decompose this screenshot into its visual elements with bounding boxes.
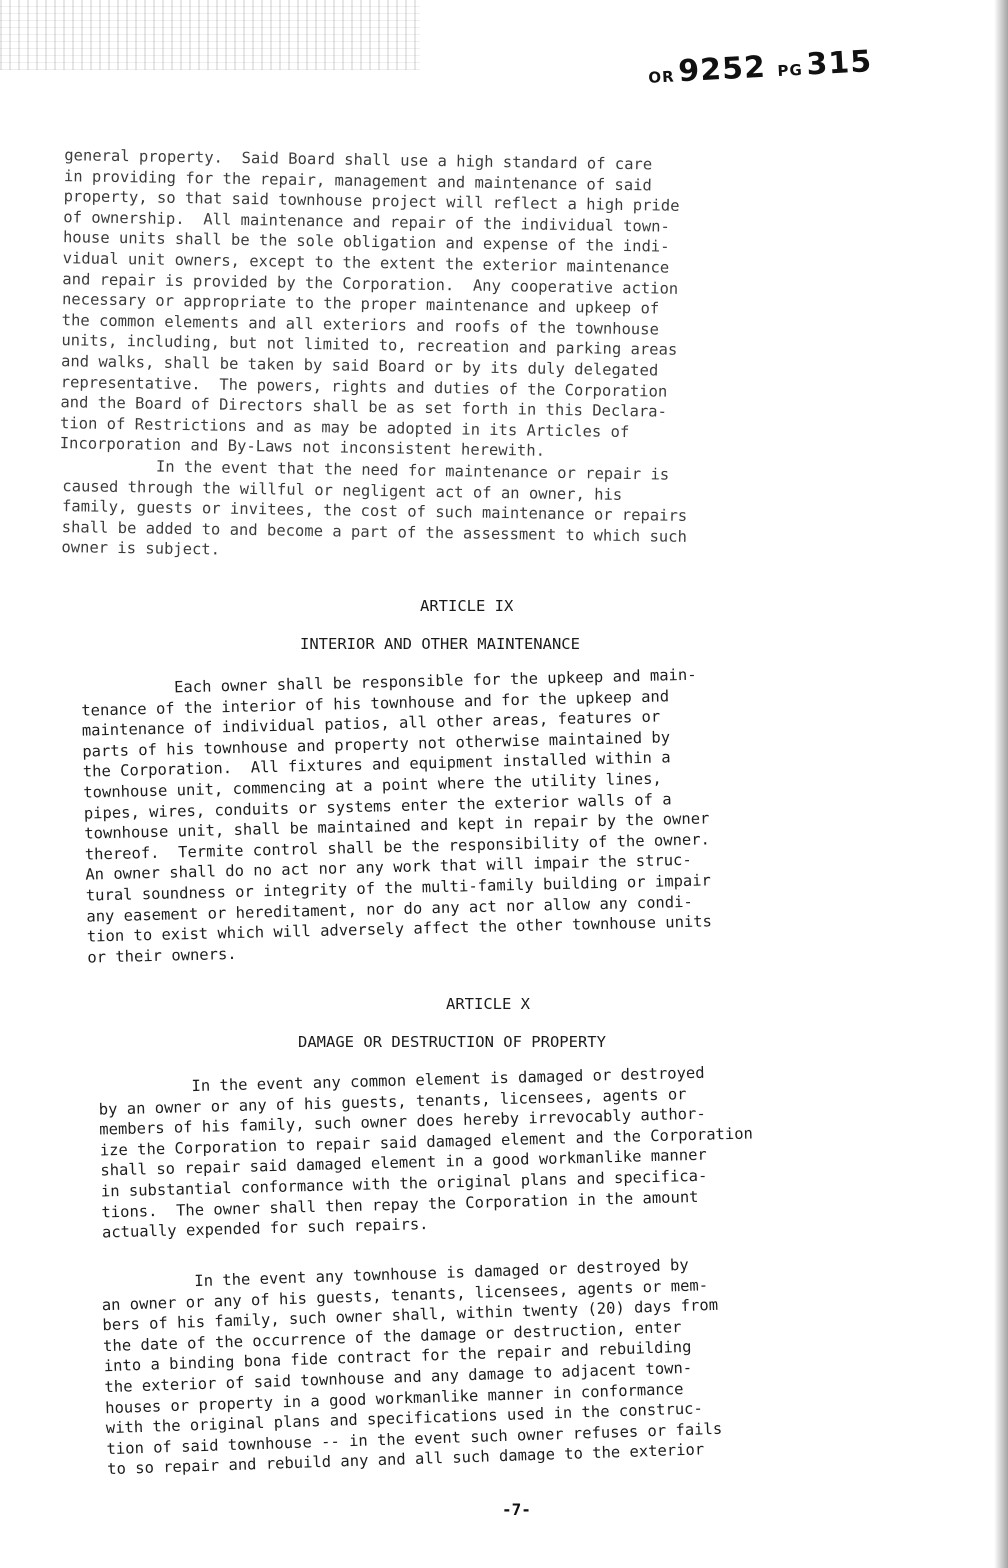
scan-edge-shadow bbox=[994, 0, 1008, 1568]
article-ix-heading: ARTICLE IX bbox=[420, 597, 514, 615]
paragraph-interior-maintenance: Each owner shall be responsible for the upkeep and main- tenance of the interior of his townhouse and for the upkeep and maintenance of individual patios, all other areas, features or parts of his townhouse and property not otherwise maintained by the Corporation. All fixtures and equipment installed within a townhouse unit, commencing at a point where the utility lines, pipes, wires, conduits or systems enter the exterior walls of a townhouse unit, shall be maintained and kept in repair by the owner thereof. Termite control shall be the responsibility of the owner. An owner shall do no act nor any work that will impair the struc- tural soundness or integrity of the multi-family building or impair any easement or hereditament, nor do any act nor allow any condi- tion to exist which will adversely affect the other townhouse units or their owners. bbox=[80, 665, 713, 967]
page-prefix: PG bbox=[777, 60, 804, 81]
record-page-number: 315 bbox=[805, 44, 873, 83]
official-record-book-reference bbox=[647, 44, 873, 91]
paragraph-negligent-damage: In the event that the need for maintenance or repair is caused through the willful or negligent act of an owner, his family, guests or invitees, the cost of such maintenance or repairs shall be added to and become a part of the assessment to which such owner is subject. bbox=[61, 456, 688, 559]
article-x-title: DAMAGE OR DESTRUCTION OF PROPERTY bbox=[298, 1033, 606, 1051]
paragraph-common-element-damage: In the event any common element is damaged or destroyed by an owner or any of his guests, tenants, licensees, agents or members of his family, such owner does hereby irrevocably author- ize the Corporation to repair said damaged element and the Corporation shall so repair said damaged element in a good workmanlike manner in substantial conformance with the original plans and specifica- tions. The owner shall then repay the Corporation in the amount actually expended for such repairs. bbox=[97, 1063, 754, 1242]
page-number: -7- bbox=[502, 1500, 531, 1519]
paragraph-townhouse-damage: In the event any townhouse is damaged or destroyed by an owner or any of his guests, tenants, licensees, agents or mem- bers of his family, such owner shall, within twenty (20) days from the date of the occurrence of the damage or destruction, enter into a binding bona fide contract for the repair and rebuilding the exterior of said townhouse and any damage to adjacent town- houses or property in a good workmanlike manner in conformance with the original plans and specifications used in the construc- tion of said townhouse -- in the event such owner refuses or fails to so repair and rebuild any and all such damage to the exterior bbox=[100, 1255, 723, 1479]
article-x-heading: ARTICLE X bbox=[446, 995, 530, 1013]
article-ix-title: INTERIOR AND OTHER MAINTENANCE bbox=[300, 635, 580, 653]
scan-noise bbox=[0, 0, 420, 70]
paragraph-board-maintenance: general property. Said Board shall use a high standard of care in providing for the repair, management and maintenance of said property, so that said townhouse project will reflect a high pride of ownership. All maintenance and repair of the individual town- house units shall be the sole obligation and expense of the indi- vidual unit owners, except to the extent the exterior maintenance and repair is provided by the Corporation. Any cooperative action necessary or appropriate to the proper maintenance and upkeep of the common elements and all exteriors and roofs of the townhouse units, including, but not limited to, recreation and parking areas and walks, shall be taken by said Board or by its duly delegated representative. The powers, rights and duties of the Corporation and the Board of Directors shall be as set forth in this Declara- tion of Restrictions and as may be adopted in its Articles of Incorporation and By-Laws not inconsistent herewith. bbox=[59, 146, 680, 461]
book-number: 9252 bbox=[677, 49, 767, 90]
book-prefix: OR bbox=[647, 67, 676, 87]
